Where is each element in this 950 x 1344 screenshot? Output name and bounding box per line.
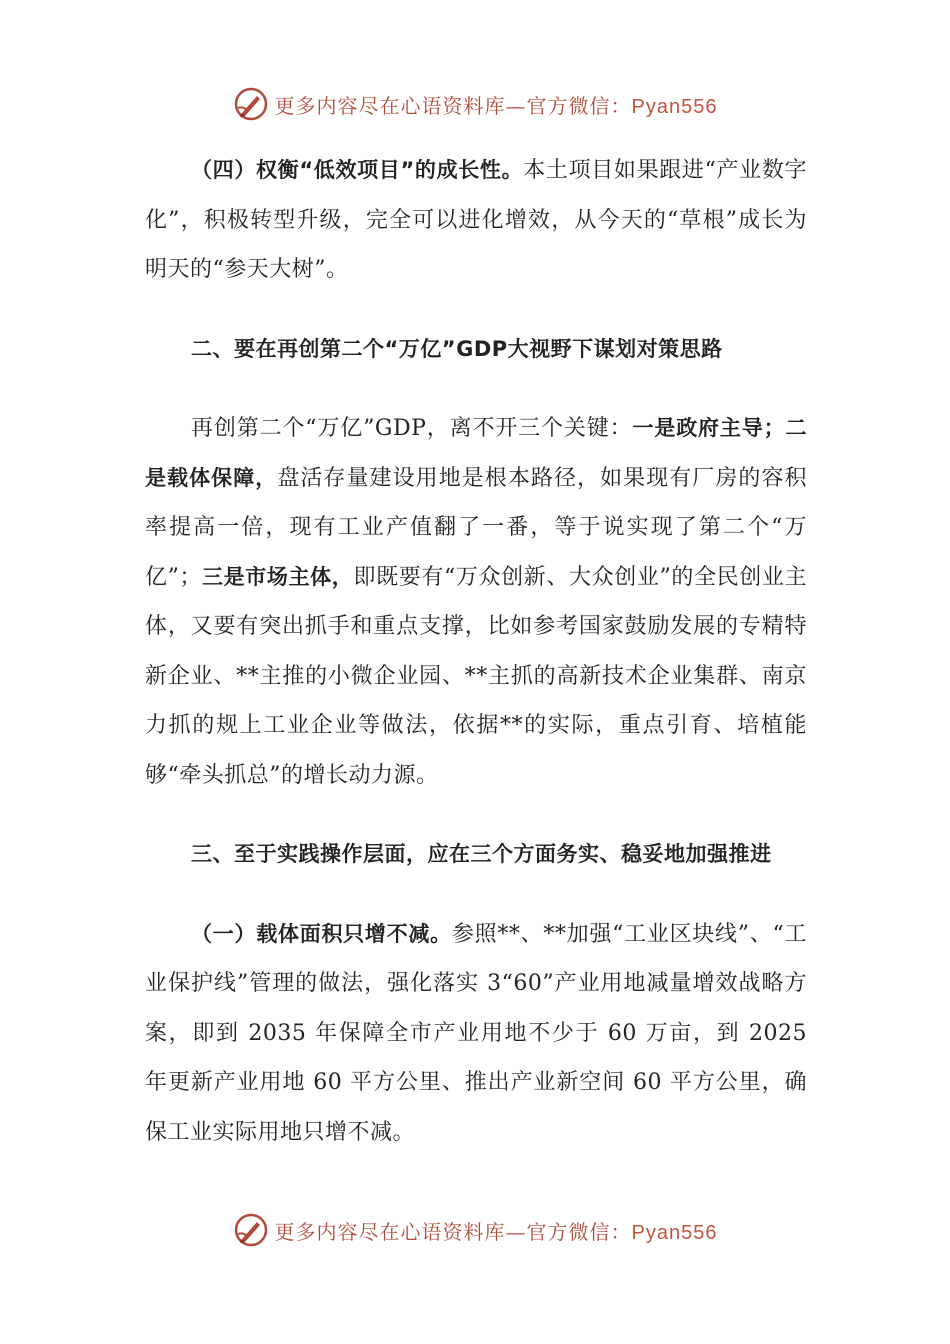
section-four-paragraph [145,146,807,295]
watermark-text: 更多内容尽在心语资料库—官方微信：Pyan556 [274,93,718,118]
heading-three: 三、至于实践操作层面，应在三个方面务实、稳妥地加强推进 [191,842,772,866]
pen-logo-icon [233,86,269,122]
para-two-text-2: 盘活存量建设用地是根本路径，如果现有厂房的容积率提高一倍，现有工业产值翻了一番，等于说实现了第二个“万亿”； [145,465,807,590]
heading-two: 二、要在再创第二个“万亿”GDP大视野下谋划对策思路 [191,336,723,361]
watermark-text: 更多内容尽在心语资料库—官方微信：Pyan556 [274,1219,718,1244]
para-two-bold-2: 三是市场主体， [201,564,354,589]
section-one-paragraph [145,910,807,1158]
para-two-bold-1: 一是政府主导；二是载体保障， [145,416,807,490]
document-body [145,146,807,1157]
para-two-text-1: 再创第二个“万亿”GDP，离不开三个关键： [191,416,633,441]
pen-logo-icon [233,1212,269,1248]
watermark-banner-top [0,84,950,124]
section-one-body: 参照**、**加强“工业区块线”、“工业保护线”管理的做法，强化落实 3“60”产业用地减量增效战略方案，即到 2035 年保障全市产业用地不少于 60 万亩，到 2025 年更新产业用地 60 平方公里、推出产业新空间 60 平方公里，确保工业实际用地只增不减。 [145,921,808,1145]
section-one-lead: （一）载体面积只增不减。 [191,921,452,946]
section-four-lead: （四）权衡“低效项目”的成长性。 [191,158,524,182]
watermark-banner-bottom [0,1210,950,1250]
section-four-body: 本土项目如果跟进“产业数字化”，积极转型升级，完全可以进化增效，从今天的“草根”成长为明天的“参天大树”。 [145,158,808,282]
para-two-text-3: 即既要有“万众创新、大众创业”的全民创业主体，又要有突出抓手和重点支撑，比如参考国家鼓励发展的专精特新企业、**主推的小微企业园、**主抓的高新技术企业集群、南京力抓的规上工业企业等做法，依据**的实际，重点引育、培植能够“牵头抓总”的增长动力源。 [145,564,808,788]
paragraph-two [145,404,807,800]
